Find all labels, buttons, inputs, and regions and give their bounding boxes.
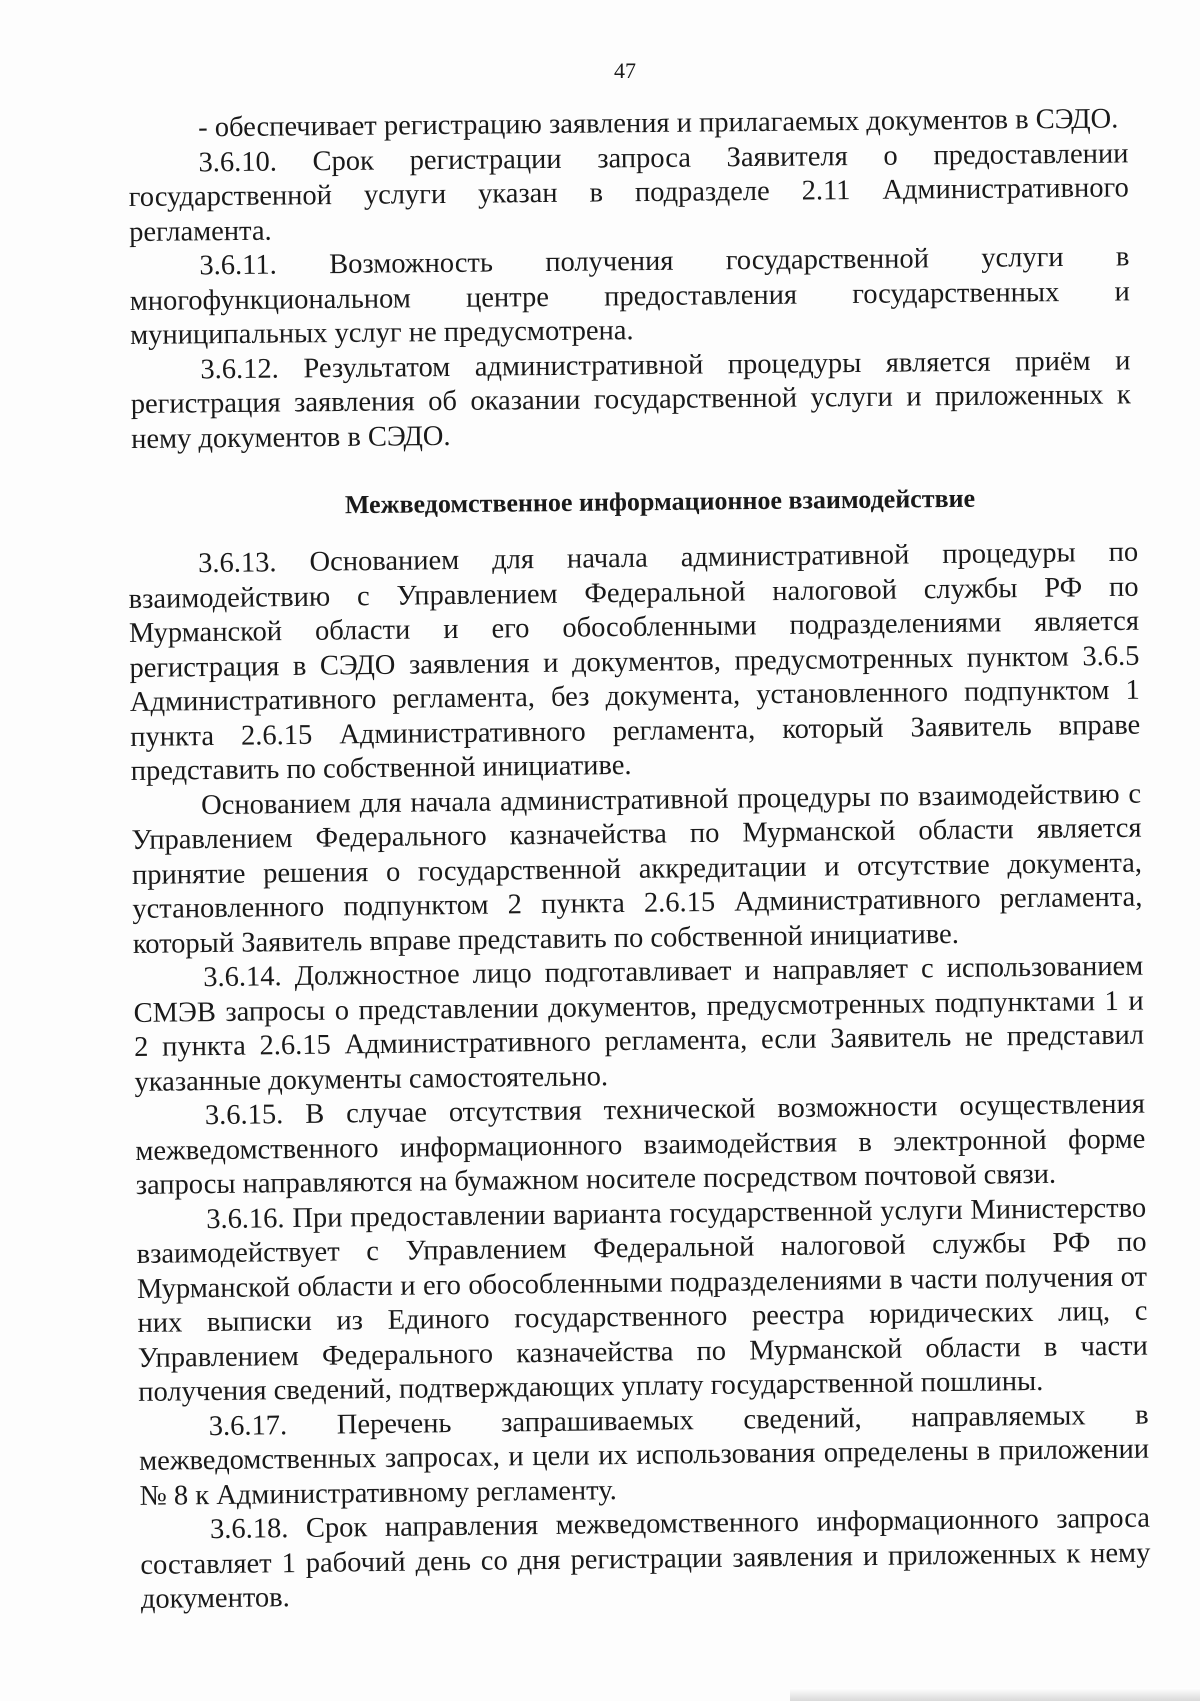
paragraph-3-6-15: 3.6.15. В случае отсутствия технической возможности осуществления межведомственного информационного взаимодействия в электронной форме запросы направляются на бумажном носителе посредством почтовой связи.: [135, 1088, 1146, 1201]
paragraph-3-6-17: 3.6.17. Перечень запрашиваемых сведений, направляемых в межведомственных запросах, и цели их использования определены в приложении № 8 к Административному регламенту.: [138, 1399, 1150, 1512]
page-number: 47: [614, 58, 636, 83]
paragraph-3-6-10: 3.6.10. Срок регистрации запроса Заявителя о предоставлении государственной услуги указан в подразделе 2.11 Административного регламента.: [128, 137, 1129, 248]
paragraph-3-6-14: 3.6.14. Должностное лицо подготавливает и направляет с использованием СМЭВ запросы о представлении документов, предусмотренных подпунктами 1 и 2 пункта 2.6.15 Административного регламента, если Заявитель не представил указанные документы самостоятельно.: [133, 950, 1145, 1098]
paragraph-registration-bullet: - обеспечивает регистрацию заявления и прилагаемых документов в СЭДО.: [198, 103, 1119, 144]
paragraph-3-6-13: 3.6.13. Основанием для начала административной процедуры по взаимодействию с Управлением Федеральной налоговой службы РФ по Мурманской области и его обособленными подразделениями является регистрация в СЭДО заявления и документов, предусмотренных пунктом 3.6.5 Административного регламента, без документа, установленного подпунктом 1 пункта 2.6.15 Административного регламента, который Заявитель вправе представить по собственной инициативе.: [128, 536, 1141, 787]
scan-edge-shadow: [790, 1688, 1200, 1701]
lower-text-block: [128, 536, 1151, 1618]
upper-text-block: [128, 102, 1131, 457]
paragraph-3-6-12: 3.6.12. Результатом административной процедуры является приём и регистрация заявления об оказании государственной услуги и приложенных к нему документов в СЭДО.: [130, 344, 1131, 455]
paragraph-3-6-11: 3.6.11. Возможность получения государственной услуги в многофункциональном центре предоставления государственных и муниципальных услуг не предусмотрена.: [129, 241, 1130, 351]
paragraph-treasury-basis: Основанием для начала административной процедуры по взаимодействию с Управлением Федерального казначейства по Мурманской области является принятие решения о государственной аккредитации и отсутствие документа, установленного подпунктом 2 пункта 2.6.15 Административного регламента, который Заявитель вправе представить по собственной инициативе.: [131, 778, 1143, 960]
paragraph-3-6-18: 3.6.18. Срок направления межведомственного информационного запроса составляет 1 рабочий день со дня регистрации заявления и приложенных к нему документов.: [140, 1502, 1151, 1615]
section-heading: Межведомственное информационное взаимодействие: [344, 483, 976, 520]
paragraph-3-6-16: 3.6.16. При предоставлении варианта государственной услуги Министерство взаимодействует с Управлением Федеральной налоговой службы РФ по Мурманской области и его обособленными подразделениями в части получения от них выписки из Единого государственного реестра юридических лиц, с Управлением Федерального казначейства по Мурманской области в части получения сведений, подтверждающих уплату государственной пошлины.: [136, 1192, 1149, 1408]
